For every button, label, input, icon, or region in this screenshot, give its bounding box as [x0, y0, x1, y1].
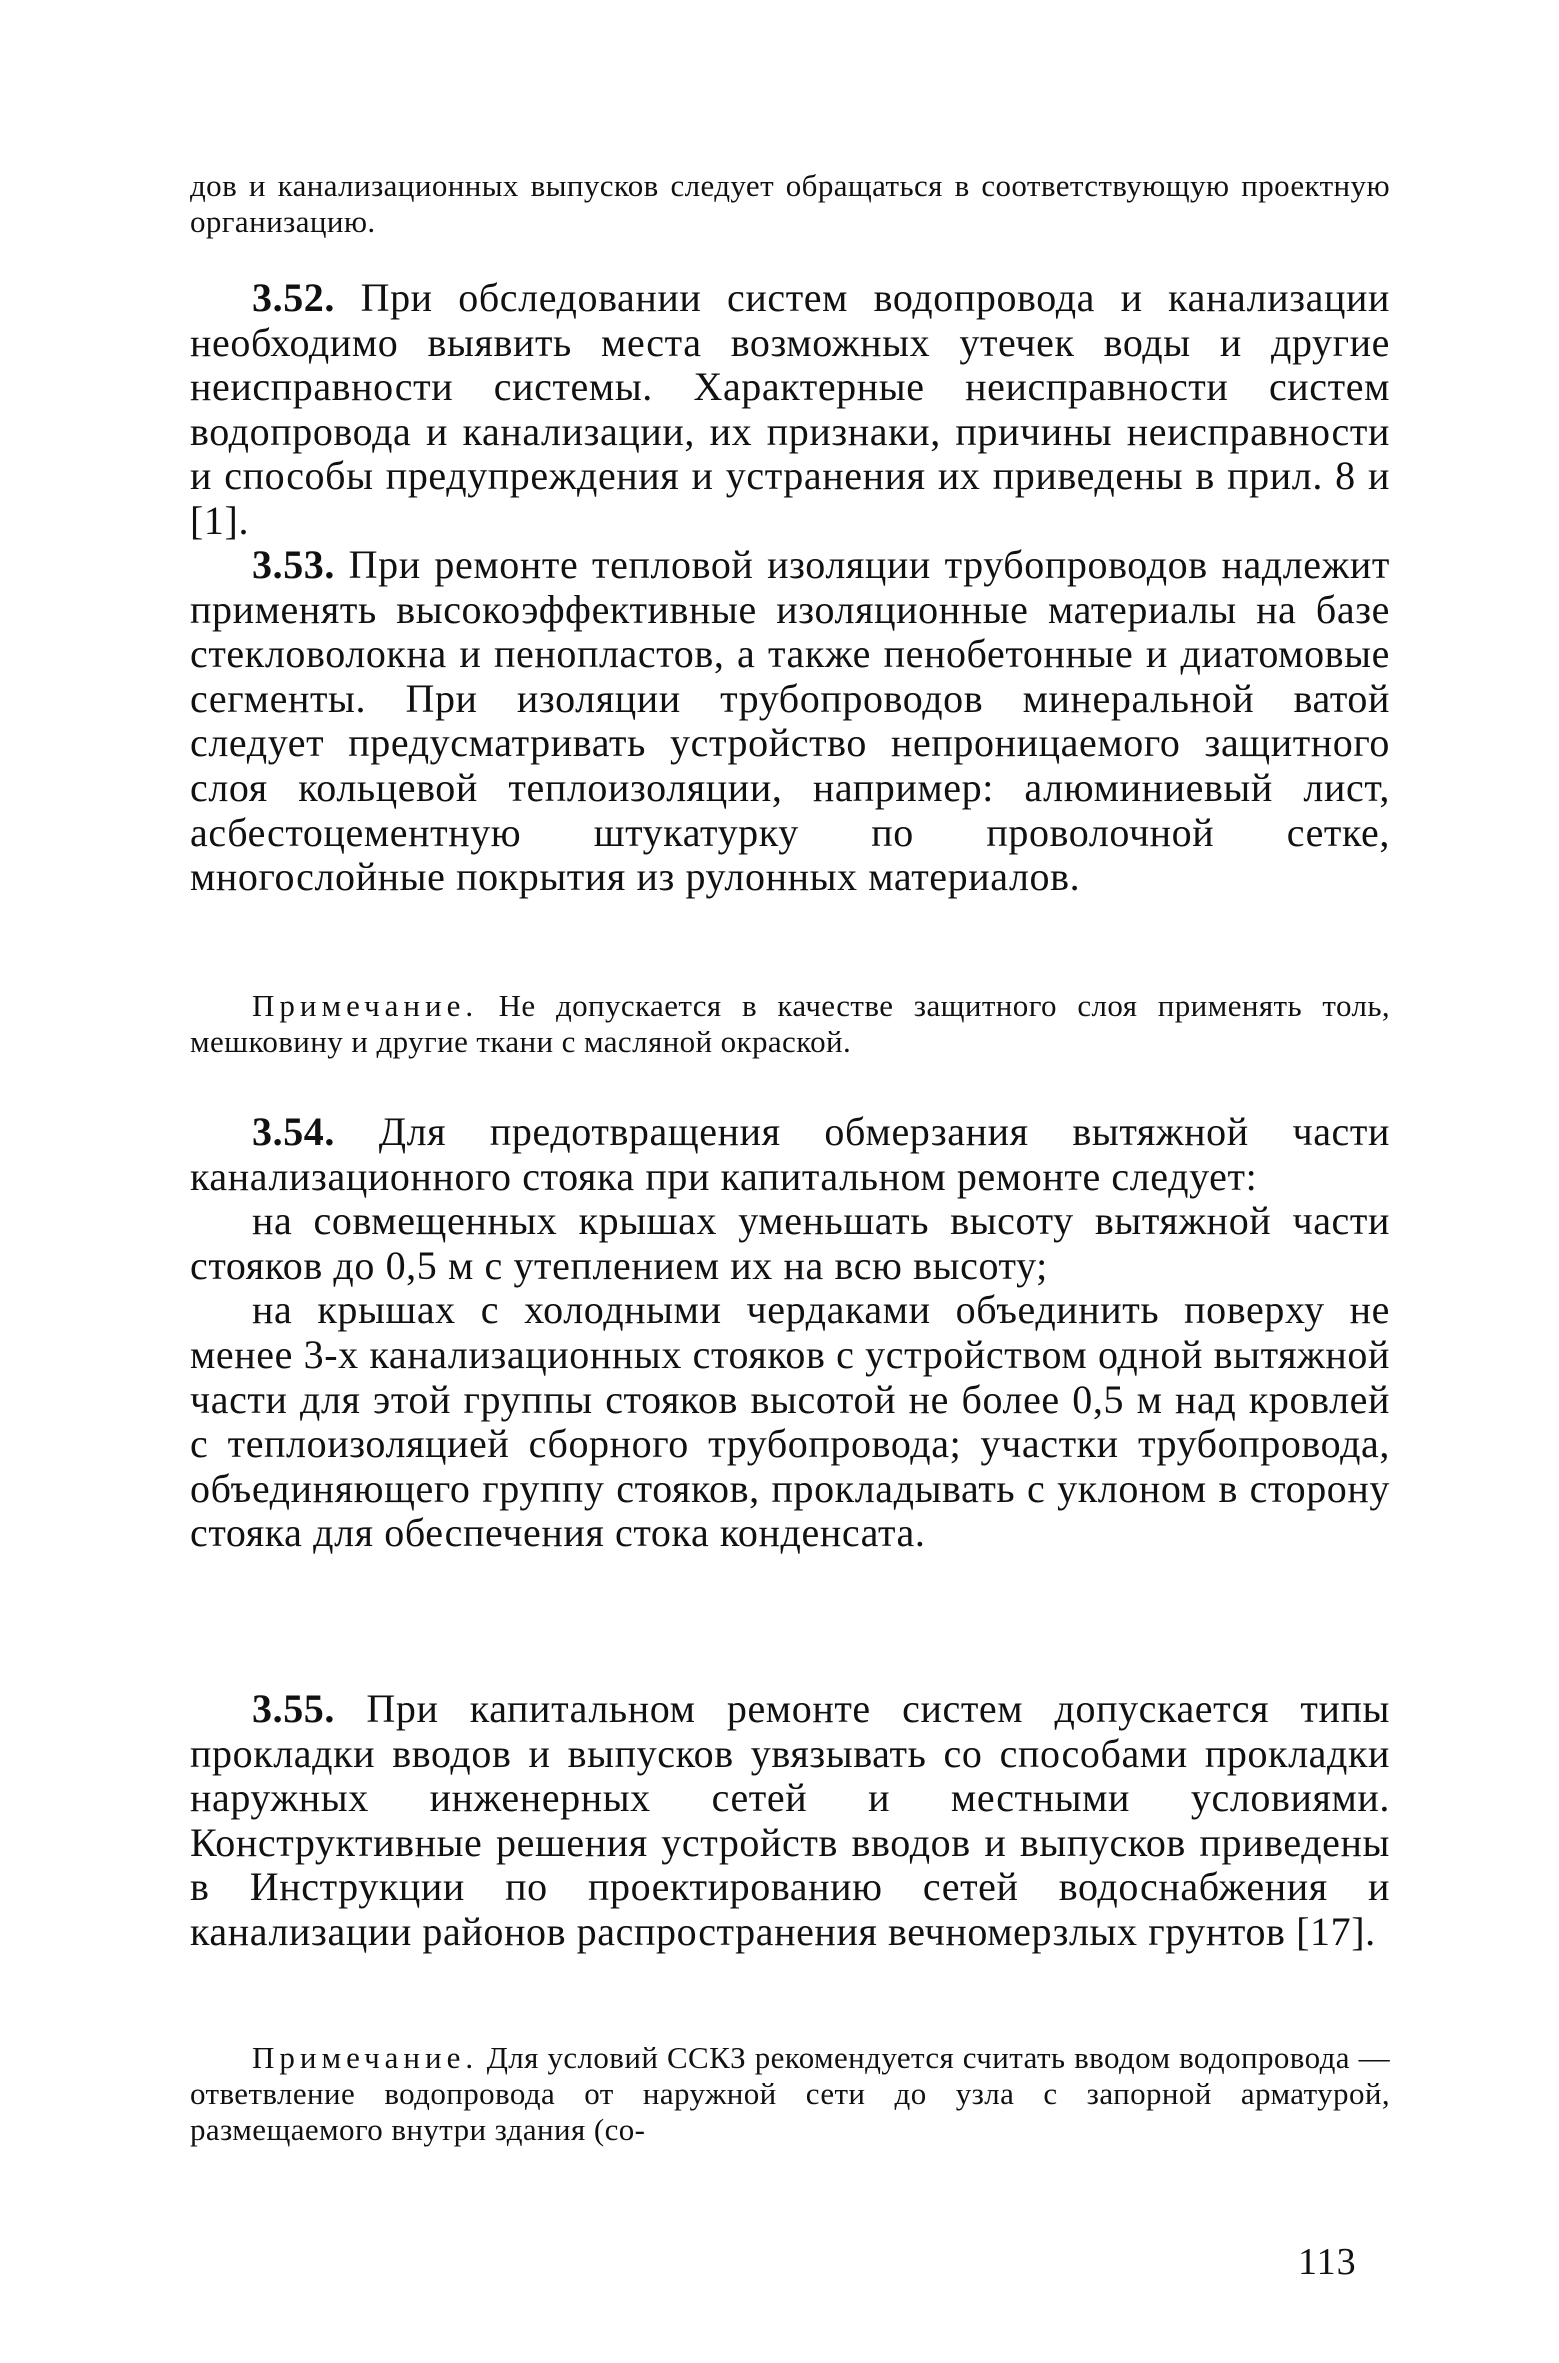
section-3-54-item-2: на крышах с холодными чердаками объединить поверху не менее 3-х канализационных стояков с устройством одной вытяжной части для этой группы стояков высотой не более 0,5 м над кровлей с теплоизоляцией сборного трубопровода; участки трубопровода, объединяющего группу стояков, прокладывать с уклоном в сторону стояка для обеспечения стока конденсата.	[190, 1287, 1390, 1556]
note-1	[190, 988, 1390, 1060]
section-3-54-number: 3.54.	[252, 1109, 335, 1154]
note-1-label: Примечание.	[252, 988, 479, 1023]
section-3-55-paragraph	[190, 1687, 1390, 1955]
section-3-52-paragraph	[190, 276, 1390, 544]
section-3-54-item-1: на совмещенных крышах уменьшать высоту вытяжной части стояков до 0,5 м с утеплением их на всю высоту;	[190, 1198, 1390, 1288]
section-3-55-text: При капитальном ремонте систем допускается типы прокладки вводов и выпусков увязывать со способами прокладки наружных инженерных сетей и местными условиями. Конструктивные решения устройств вводов и выпусков приведены в Инструкции по проектированию сетей водоснабжения и канализации районов распространения вечномерзлых грунтов [17].	[190, 1686, 1390, 1954]
section-3-54	[190, 1110, 1390, 1556]
note-1-text: Не допускается в качестве защитного слоя применять толь, мешковину и другие ткани с масляной окраской.	[190, 988, 1391, 1059]
note-1-paragraph	[190, 988, 1390, 1060]
section-3-53-text: При ремонте тепловой изоляции трубопроводов надлежит применять высокоэффективные изоляционные материалы на базе стекловолокна и пенопластов, а также пенобетонные и диатомовые сегменты. При изоляции трубопроводов минеральной ватой следует предусматривать устройство непроницаемого защитного слоя кольцевой теплоизоляции, например: алюминиевый лист, асбестоцементную штукатурку по проволочной сетке, многослойные покрытия из рулонных материалов.	[190, 542, 1390, 900]
section-3-53-paragraph	[190, 543, 1390, 900]
section-3-54-paragraph	[190, 1110, 1390, 1199]
note-2	[190, 2040, 1390, 2148]
page-number: 113	[1298, 2241, 1357, 2283]
section-3-52-number: 3.52.	[252, 275, 335, 320]
continuation-paragraph	[190, 168, 1390, 240]
section-3-52	[190, 276, 1390, 544]
section-3-55	[190, 1687, 1390, 1955]
section-3-54-text: Для предотвращения обмерзания вытяжной части канализационного стояка при капитальном ремонте следует:	[190, 1109, 1390, 1199]
note-2-text: Для условий ССКЗ рекомендуется считать вводом водопровода — ответвление водопровода от наружной сети до узла с запорной арматурой, размещаемого внутри здания (со-	[190, 2040, 1390, 2147]
section-3-53-number: 3.53.	[252, 542, 335, 587]
section-3-55-number: 3.55.	[252, 1686, 335, 1731]
section-3-52-text: При обследовании систем водопровода и канализации необходимо выявить места возможных утечек воды и другие неисправности системы. Характерные неисправности систем водопровода и канализации, их признаки, причины неисправности и способы предупреждения и устранения их приведены в прил. 8 и [1].	[190, 275, 1390, 543]
continuation-text: дов и канализационных выпусков следует обращаться в соответствующую проектную организацию.	[190, 168, 1390, 239]
section-3-53	[190, 543, 1390, 900]
note-2-label: Примечание.	[252, 2040, 479, 2075]
note-2-paragraph	[190, 2040, 1390, 2148]
